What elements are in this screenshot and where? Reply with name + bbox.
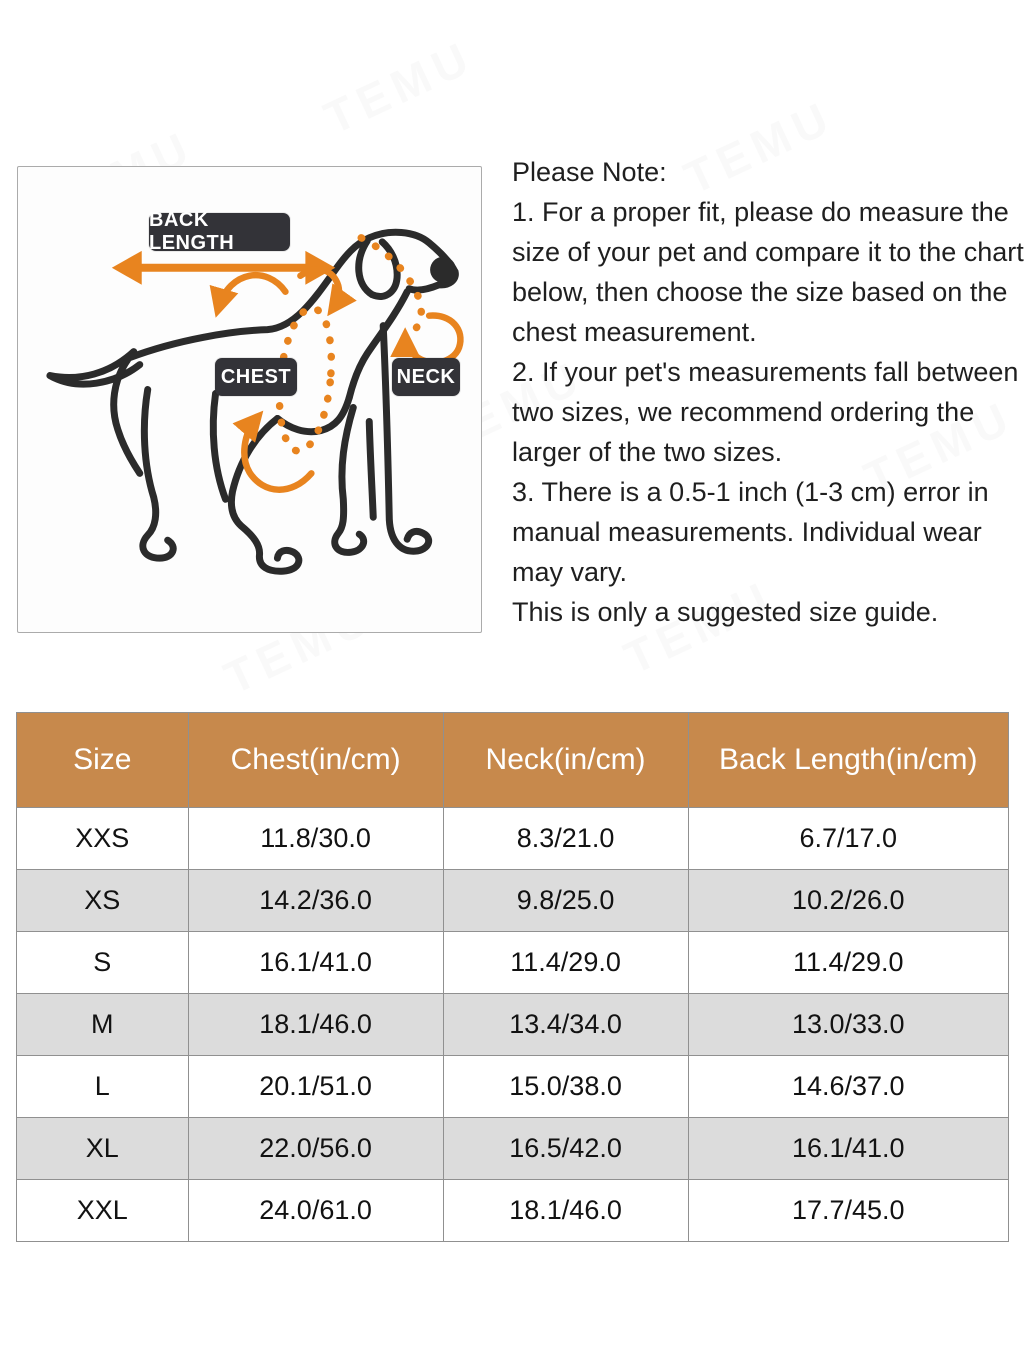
notes-title: Please Note: (512, 157, 667, 187)
value-cell: 10.2/26.0 (688, 870, 1008, 932)
value-cell: 22.0/56.0 (188, 1118, 443, 1180)
size-cell: XXL (17, 1180, 189, 1242)
size-cell: XXS (17, 808, 189, 870)
value-cell: 16.1/41.0 (688, 1118, 1008, 1180)
note-line: below, then choose the size based on the (512, 277, 1008, 307)
dog-outline (50, 232, 456, 571)
note-line: This is only a suggested size guide. (512, 597, 939, 627)
table-row (17, 994, 1009, 1056)
value-cell: 11.8/30.0 (188, 808, 443, 870)
chest-label: CHEST (215, 358, 297, 396)
table-header-cell: Neck(in/cm) (443, 713, 688, 808)
table-row (17, 808, 1009, 870)
notes-block (512, 152, 1024, 632)
note-line: larger of the two sizes. (512, 437, 783, 467)
size-table-body (17, 808, 1009, 1242)
value-cell: 15.0/38.0 (443, 1056, 688, 1118)
value-cell: 14.2/36.0 (188, 870, 443, 932)
back-length-label: BACK LENGTH (149, 213, 290, 251)
note-line: 1. For a proper fit, please do measure the (512, 197, 1009, 227)
value-cell: 13.0/33.0 (688, 994, 1008, 1056)
value-cell: 11.4/29.0 (443, 932, 688, 994)
size-cell: XL (17, 1118, 189, 1180)
value-cell: 6.7/17.0 (688, 808, 1008, 870)
value-cell: 17.7/45.0 (688, 1180, 1008, 1242)
table-row (17, 1180, 1009, 1242)
size-cell: S (17, 932, 189, 994)
value-cell: 24.0/61.0 (188, 1180, 443, 1242)
notes-lines (512, 192, 1024, 632)
value-cell: 8.3/21.0 (443, 808, 688, 870)
note-line: chest measurement. (512, 317, 757, 347)
table-header-cell: Size (17, 713, 189, 808)
value-cell: 16.5/42.0 (443, 1118, 688, 1180)
back-length-arrow (112, 251, 336, 285)
value-cell: 9.8/25.0 (443, 870, 688, 932)
note-line: two sizes, we recommend ordering the (512, 397, 975, 427)
note-line: may vary. (512, 557, 628, 587)
table-row (17, 870, 1009, 932)
table-row (17, 932, 1009, 994)
size-cell: XS (17, 870, 189, 932)
table-row (17, 1056, 1009, 1118)
value-cell: 18.1/46.0 (188, 994, 443, 1056)
note-line: 2. If your pet's measurements fall between (512, 357, 1019, 387)
watermark (316, 29, 482, 145)
table-header-row (17, 713, 1009, 808)
neck-label: NECK (392, 358, 460, 396)
size-cell: M (17, 994, 189, 1056)
note-line: manual measurements. Individual wear (512, 517, 982, 547)
table-header-cell: Chest(in/cm) (188, 713, 443, 808)
size-cell: L (17, 1056, 189, 1118)
value-cell: 18.1/46.0 (443, 1180, 688, 1242)
measurement-diagram (17, 166, 482, 633)
value-cell: 16.1/41.0 (188, 932, 443, 994)
value-cell: 13.4/34.0 (443, 994, 688, 1056)
value-cell: 11.4/29.0 (688, 932, 1008, 994)
value-cell: 20.1/51.0 (188, 1056, 443, 1118)
note-line: 3. There is a 0.5-1 inch (1-3 cm) error in (512, 477, 989, 507)
value-cell: 14.6/37.0 (688, 1056, 1008, 1118)
note-line: size of your pet and compare it to the chart (512, 237, 1024, 267)
size-chart-table (16, 712, 1009, 1242)
table-header-cell: Back Length(in/cm) (688, 713, 1008, 808)
table-row (17, 1118, 1009, 1180)
